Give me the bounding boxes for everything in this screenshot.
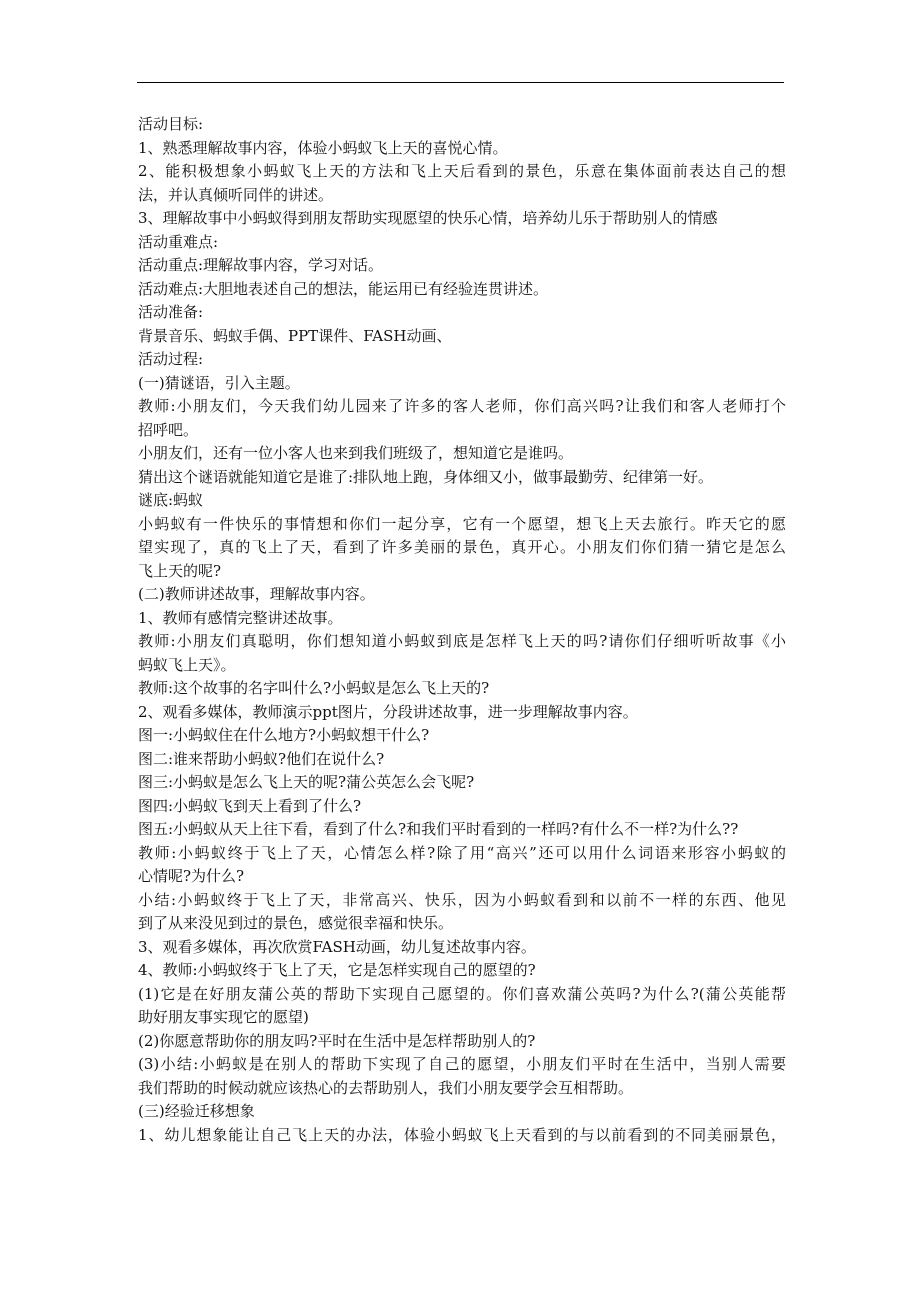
text-line: 飞上天的呢? [138,561,222,580]
text-line: 蚂蚁飞上天》。 [138,655,236,674]
text-line: 2、观看多媒体，教师演示ppt图片，分段讲述故事，进一步理解故事内容。 [138,702,638,721]
text-line: 谜底:蚂蚁 [138,491,204,509]
text-line: 2、能积极想象小蚂蚁飞上天的方法和飞上天后看到的景色，乐意在集体面前表达自己的想 [138,162,786,180]
text-line: (一)猜谜语，引入主题。 [138,373,300,392]
text-line: 1、幼儿想象能让自己飞上天的办法，体验小蚂蚁飞上天看到的与以前看到的不同美丽景色， [138,1125,786,1144]
text-line: 图四:小蚂蚁飞到天上看到了什么? [138,796,362,815]
text-line: 活动难点:大胆地表述自己的想法，能运用已有经验连贯讲述。 [138,279,549,298]
text-line: 背景音乐、蚂蚁手偶、PPT课件、FASH动画、 [138,326,452,345]
text-line: 教师:这个故事的名字叫什么?小蚂蚁是怎么飞上天的? [138,679,490,697]
text-line: 心情呢?为什么? [138,867,245,885]
text-line: 图二:谁来帮助小蚂蚁?他们在说什么? [138,749,385,768]
text-line: (3)小结:小蚂蚁是在别人的帮助下实现了自己的愿望，小朋友们平时在生活中，当别人需要 [138,1055,786,1073]
text-line: 小蚂蚁有一件快乐的事情想和你们一起分享，它有一个愿望，想飞上天去旅行。昨天它的愿 [138,514,786,533]
text-line: 到了从来没见到过的景色，感觉很幸福和快乐。 [138,914,454,932]
document-body [138,113,786,1147]
text-line: 1、教师有感情完整讲述故事。 [138,608,343,627]
text-line: 活动目标: [138,115,204,133]
text-line: 3、理解故事中小蚂蚁得到朋友帮助实现愿望的快乐心情，培养幼儿乐于帮助别人的情感 [138,209,718,227]
text-line: 活动过程: [138,350,204,368]
text-line: 小朋友们，还有一位小客人也来到我们班级了，想知道它是谁吗。 [138,444,574,462]
text-line: 活动重点:理解故事内容，学习对话。 [138,256,384,274]
text-line: 教师:小朋友们真聪明，你们想知道小蚂蚁到底是怎样飞上天的吗?请你们仔细听听故事《小 [138,632,786,650]
text-line: 图一:小蚂蚁住在什么地方?小蚂蚁想干什么? [138,726,430,744]
text-line: 4、教师:小蚂蚁终于飞上了天，它是怎样实现自己的愿望的? [138,961,536,979]
text-line: 教师:小蚂蚁终于飞上了天，心情怎么样?除了用“高兴”还可以用什么词语来形容小蚂蚁的 [138,843,786,862]
text-line: 1、熟悉理解故事内容，体验小蚂蚁飞上天的喜悦心情。 [138,138,508,157]
text-line: 我们帮助的时候动就应该热心的去帮助别人，我们小朋友要学会互相帮助。 [138,1078,634,1097]
text-line: 招呼吧。 [138,420,199,439]
text-line: 3、观看多媒体，再次欣赏FASH动画，幼儿复述故事内容。 [138,937,536,956]
text-line: 法，并认真倾听同伴的讲述。 [138,185,334,204]
text-line: 教师:小朋友们，今天我们幼儿园来了许多的客人老师，你们高兴吗?让我们和客人老师打个 [138,397,786,415]
text-line: 活动重难点: [138,232,219,251]
text-line: (三)经验迁移想象 [138,1102,255,1120]
text-line: (2)你愿意帮助你的朋友吗?平时在生活中是怎样帮助别人的? [138,1031,536,1050]
text-line: 活动准备: [138,303,204,321]
text-line: 小结:小蚂蚁终于飞上了天，非常高兴、快乐，因为小蚂蚁看到和以前不一样的东西、他见 [138,890,786,909]
text-line: 图三:小蚂蚁是怎么飞上天的呢?蒲公英怎么会飞呢? [138,773,475,791]
text-line: (二)教师讲述故事，理解故事内容。 [138,585,375,603]
text-line: 望实现了，真的飞上了天，看到了许多美丽的景色，真开心。小朋友们你们猜一猜它是怎么 [138,538,786,556]
header-rule [137,82,784,83]
text-line: 助好朋友事实现它的愿望) [138,1008,309,1026]
text-line: 图五:小蚂蚁从天上往下看，看到了什么?和我们平时看到的一样吗?有什么不一样?为什么?? [138,820,739,838]
text-line: (1)它是在好朋友蒲公英的帮助下实现自己愿望的。你们喜欢蒲公英吗?为什么?(蒲公英能帮 [138,984,786,1003]
text-line: 猜出这个谜语就能知道它是谁了:排队地上跑，身体细又小，做事最勤劳、纪律第一好。 [138,467,714,486]
